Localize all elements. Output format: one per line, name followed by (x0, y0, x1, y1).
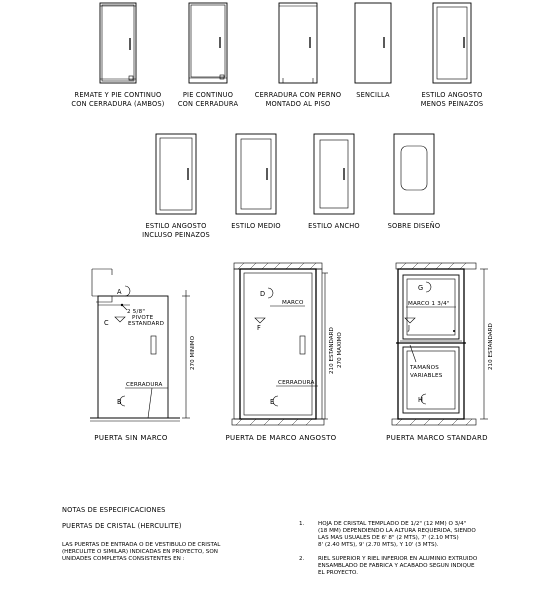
style-label-line: CON CERRADURA (AMBOS) (71, 100, 165, 108)
style-label-line: SENCILLA (356, 91, 390, 99)
style-label-line: PIE CONTINUO (182, 91, 234, 99)
note-line: RIEL SUPERIOR Y RIEL INFERIOR EN ALUMINIO EXTRUIDO (318, 556, 478, 562)
door-style-estilo-angosto-menos (421, 3, 483, 108)
marker-d: D (260, 290, 266, 298)
elevation-puerta-sin-marco (90, 269, 196, 442)
note-line: EL PROYECTO. (318, 570, 359, 576)
door-style-cerradura-perno (255, 3, 341, 108)
note-line: 8' (2.40 MTS), 9' (2.70 MTS), Y 10' (3 MTS). (318, 542, 439, 548)
door-style-estilo-medio (231, 134, 281, 230)
marker-c: C (104, 319, 109, 327)
note-line: (18 MM) DEPENDIENDO LA ALTURA REQUERIDA, SIENDO (318, 528, 476, 534)
note-number: 1. (299, 521, 305, 527)
height-dimension: 210 ESTANDARD (329, 327, 335, 374)
cerradura-label: CERRADURA (278, 380, 315, 386)
style-label-line: REMATE Y PIE CONTINUO (74, 91, 162, 99)
notes-intro-line: (HERCULITE O SIMILAR) INDICADAS EN PROYECTO, SON (62, 549, 218, 555)
style-label-line: INCLUSO PEINAZOS (142, 231, 210, 239)
marker-b: B (117, 398, 122, 406)
style-label-line: ESTILO ANGOSTO (421, 91, 483, 99)
marker-e: E (270, 398, 275, 406)
note-number: 2. (299, 556, 305, 562)
pivote-label: ESTANDARD (128, 321, 165, 327)
elevation-puerta-marco-standard (386, 263, 494, 442)
notes-intro-line: LAS PUERTAS DE ENTRADA O DE VESTIBULO DE CRISTAL (62, 542, 221, 548)
style-label-line: ESTILO MEDIO (231, 222, 281, 230)
notes-heading: NOTAS DE ESPECIFICACIONES (62, 506, 166, 514)
marker-g: G (418, 284, 424, 292)
style-label-line: CERRADURA CON PERNO (254, 91, 342, 99)
height-dimension: 210 ESTANDARD (488, 323, 494, 370)
tamanos-label: TAMAÑOS (410, 365, 439, 371)
marco-label: MARCO 1 3/4" (408, 301, 450, 307)
marker-f: F (257, 324, 261, 332)
note-line: LAS MAS USUALES DE 6' 8" (2 MTS), 7' (2.10 MTS) (318, 535, 459, 541)
pivote-label: PIVOTE (132, 315, 154, 321)
notes-subheading: PUERTAS DE CRISTAL (HERCULITE) (62, 522, 182, 530)
door-style-sobre-diseno (388, 134, 441, 230)
marker-h: H (418, 396, 424, 404)
door-style-estilo-ancho (308, 134, 360, 230)
style-label-line: MONTADO AL PISO (265, 100, 331, 108)
marco-label: MARCO (282, 300, 304, 306)
note-line: HOJA DE CRISTAL TEMPLADO DE 1/2" (12 MM) O 3/4" (318, 521, 467, 527)
height-dimension: 270 MINIMO (190, 336, 196, 370)
style-label-line: ESTILO ANCHO (308, 222, 360, 230)
marker-j: J (408, 324, 411, 332)
marker-a: A (117, 288, 122, 296)
style-label-line: ESTILO ANGOSTO (145, 222, 207, 230)
style-label-line: SOBRE DISEÑO (387, 222, 441, 230)
height-dimension: 270 MAXIMO (337, 332, 343, 368)
pivote-dimension: 2 5/8" (127, 309, 146, 315)
elevation-title: PUERTA MARCO STANDARD (386, 434, 488, 442)
elevation-title: PUERTA DE MARCO ANGOSTO (225, 434, 337, 442)
door-style-pie-continuo (178, 3, 239, 108)
cerradura-label: CERRADURA (126, 382, 163, 388)
notes-intro-line: UNIDADES COMPLETAS CONSISTENTES EN : (62, 556, 185, 562)
specification-notes (62, 506, 478, 576)
door-style-remate-pie-continuo (71, 3, 164, 108)
style-label-line: MENOS PEINAZOS (420, 100, 484, 108)
tamanos-label: VARIABLES (410, 373, 443, 379)
note-line: ENSAMBLADO DE FABRICA Y ACABADO SEGUN INDIQUE (318, 563, 475, 569)
elevation-title: PUERTA SIN MARCO (94, 434, 168, 442)
door-style-sencilla (355, 3, 391, 99)
door-style-estilo-angosto-incluso (142, 134, 210, 239)
elevation-puerta-marco-angosto (226, 263, 343, 442)
style-label-line: CON CERRADURA (177, 100, 239, 108)
